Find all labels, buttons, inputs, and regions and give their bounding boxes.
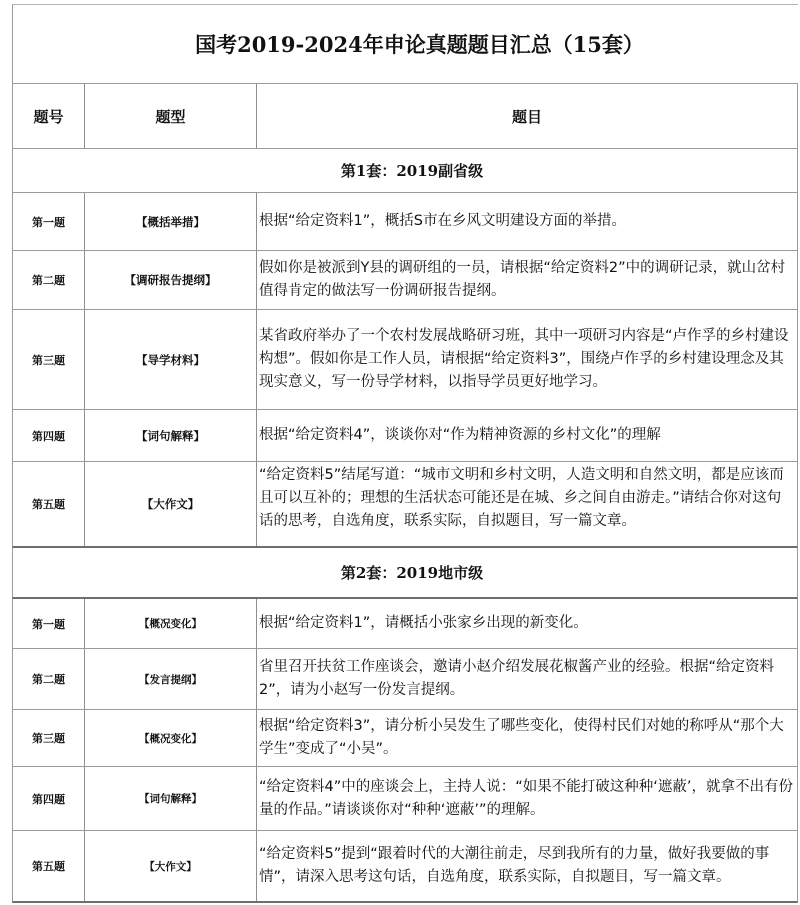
question-cell bbox=[257, 251, 797, 309]
question-number: 第三题 bbox=[13, 710, 85, 766]
question-cell bbox=[257, 767, 797, 830]
question-type: 【大作文】 bbox=[85, 462, 257, 546]
question-number: 第一题 bbox=[13, 599, 85, 648]
question-text: “给定资料5”提到“跟着时代的大潮往前走，尽到我所有的力量，做好我要做的事情”，请深入思考这句话，自选角度，联系实际，自拟题目，写一篇文章。 bbox=[259, 846, 770, 885]
table-row bbox=[12, 251, 798, 310]
question-cell bbox=[257, 599, 797, 648]
page-title: 国考2019-2024年申论真题题目汇总（15套） bbox=[195, 32, 644, 57]
set-header-2 bbox=[12, 548, 798, 599]
set-header-1 bbox=[12, 149, 798, 193]
table-row bbox=[12, 462, 798, 548]
question-type: 【概括举措】 bbox=[85, 193, 257, 250]
question-text: 假如你是被派到Y县的调研组的一员，请根据“给定资料2”中的调研记录，就山岔村值得肯定的做法写一份调研报告提纲。 bbox=[259, 260, 786, 299]
table-row bbox=[12, 767, 798, 831]
question-number: 第五题 bbox=[13, 831, 85, 901]
question-number: 第二题 bbox=[13, 649, 85, 709]
question-cell bbox=[257, 710, 797, 766]
question-number: 第三题 bbox=[13, 310, 85, 409]
question-text: 根据“给定资料1”，概括S市在乡风文明建设方面的举措。 bbox=[259, 213, 626, 229]
question-type: 【发言提纲】 bbox=[85, 649, 257, 709]
header-type: 题型 bbox=[85, 84, 257, 148]
question-text: “给定资料5”结尾写道：“城市文明和乡村文明，人造文明和自然文明，都是应该而且可以互补的；理想的生活状态可能还是在城、乡之间自由游走。”请结合你对这句话的思考，自选角度，联系实际，自拟题目，写一篇文章。 bbox=[259, 467, 784, 529]
table-row bbox=[12, 410, 798, 462]
set-label: 第2套：2019地市级 bbox=[340, 564, 484, 582]
question-cell bbox=[257, 831, 797, 901]
set-label: 第1套：2019副省级 bbox=[340, 162, 484, 180]
question-text: “给定资料4”中的座谈会上，主持人说：“如果不能打破这种种‘遮蔽’，就拿不出有份量的作品。”请谈谈你对“种种‘遮蔽’”的理解。 bbox=[259, 778, 793, 818]
summary-table bbox=[12, 4, 798, 903]
question-cell bbox=[257, 310, 797, 409]
question-type: 【导学材料】 bbox=[85, 310, 257, 409]
question-type: 【概况变化】 bbox=[85, 710, 257, 766]
header-number: 题号 bbox=[13, 84, 85, 148]
question-text: 根据“给定资料4”，谈谈你对“作为精神资源的乡村文化”的理解 bbox=[259, 427, 661, 443]
question-cell bbox=[257, 410, 797, 461]
question-number: 第五题 bbox=[13, 462, 85, 546]
header-question: 题目 bbox=[511, 107, 542, 126]
question-number: 第一题 bbox=[13, 193, 85, 250]
question-cell bbox=[257, 649, 797, 709]
question-type: 【词句解释】 bbox=[85, 767, 257, 830]
question-number: 第四题 bbox=[13, 767, 85, 830]
question-cell bbox=[257, 462, 797, 546]
header-row bbox=[12, 84, 798, 149]
table-row bbox=[12, 649, 798, 710]
table-row bbox=[12, 310, 798, 410]
table-row bbox=[12, 599, 798, 649]
question-cell bbox=[257, 193, 797, 250]
question-number: 第二题 bbox=[13, 251, 85, 309]
question-type: 【概况变化】 bbox=[85, 599, 257, 648]
table-row bbox=[12, 831, 798, 903]
question-type: 【大作文】 bbox=[85, 831, 257, 901]
question-type: 【词句解释】 bbox=[85, 410, 257, 461]
table-row bbox=[12, 193, 798, 251]
question-type: 【调研报告提纲】 bbox=[85, 251, 257, 309]
question-text: 根据“给定资料3”，请分析小吴发生了哪些变化，使得村民们对她的称呼从“那个大学生”变成了“小吴”。 bbox=[259, 718, 784, 757]
question-number: 第四题 bbox=[13, 410, 85, 461]
question-text: 省里召开扶贫工作座谈会，邀请小赵介绍发展花椒酱产业的经验。根据“给定资料2”，请为小赵写一份发言提纲。 bbox=[259, 659, 775, 698]
title-row bbox=[12, 4, 798, 84]
question-text: 根据“给定资料1”，请概括小张家乡出现的新变化。 bbox=[259, 615, 588, 631]
question-text: 某省政府举办了一个农村发展战略研习班，其中一项研习内容是“卢作孚的乡村建设构想”。假如你是工作人员，请根据“给定资料3”，围绕卢作孚的乡村建设理念及其现实意义，写一份导学材料，以指导学员更好地学习。 bbox=[259, 328, 789, 390]
table-row bbox=[12, 710, 798, 767]
